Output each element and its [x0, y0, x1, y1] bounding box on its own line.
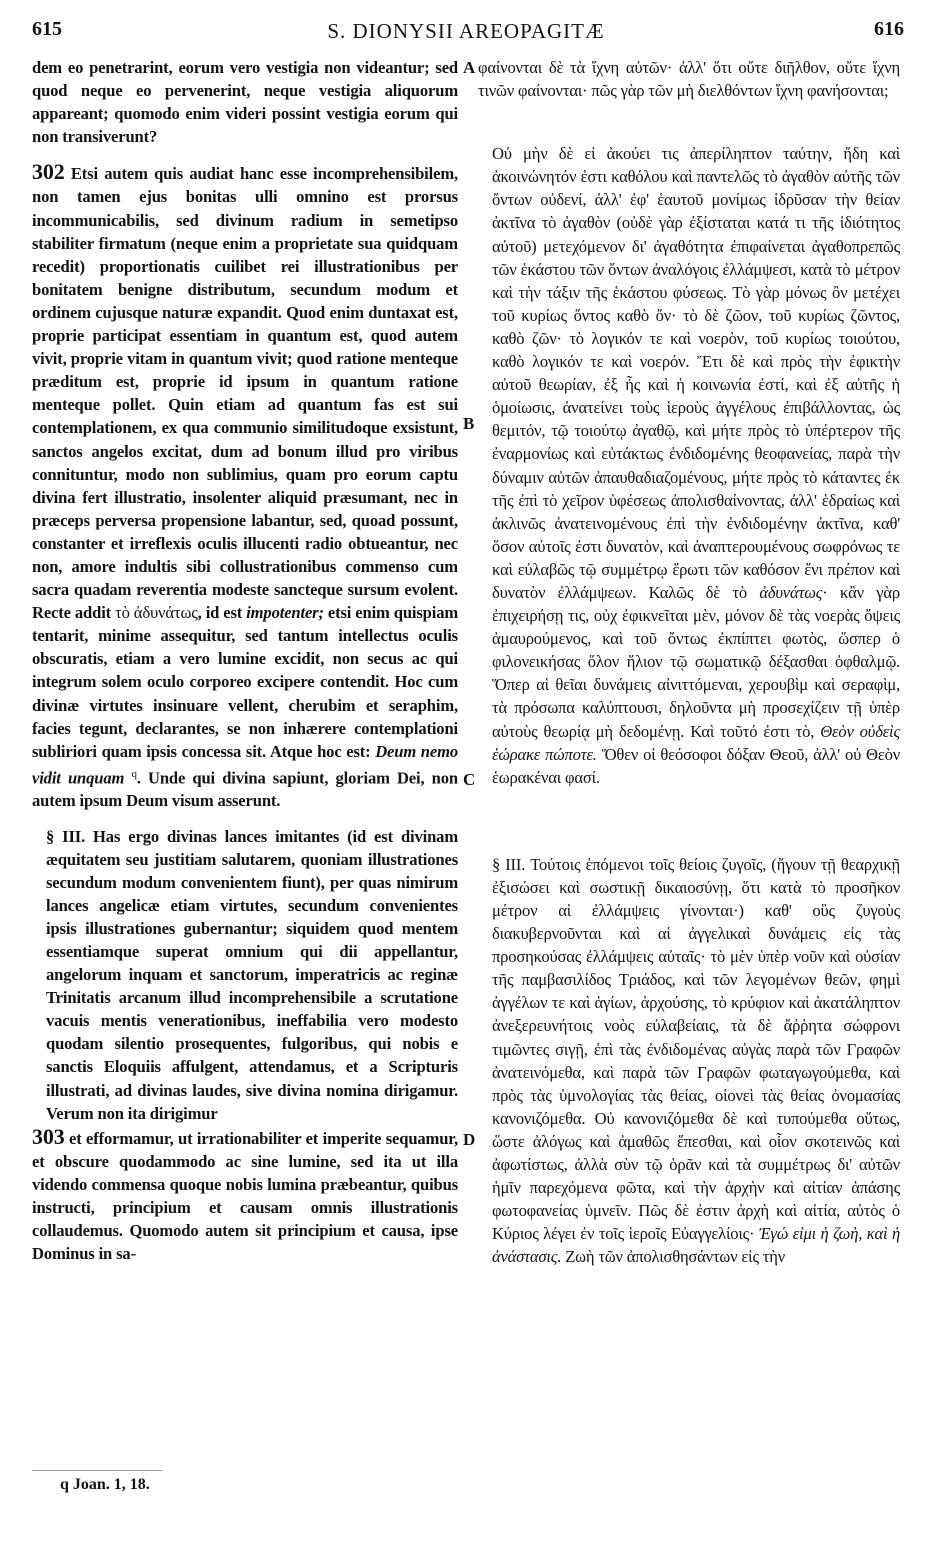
footnote-marker: q	[131, 767, 137, 780]
latin-text-2c: . Unde qui divina sapiunt, gloriam Dei, non autem ipsum Deum visum asserunt.	[32, 768, 458, 811]
latin-column	[32, 56, 458, 1265]
latin-text-2-mid: , id est	[197, 603, 243, 623]
greek-paragraph-1: φαίνονται δὲ τὰ ἴχνη αὐτῶν· ἀλλ' ὅτι οὔτε διῆλθον, οὔτε ἴχνη τινῶν φαίνονται· πῶς γὰρ τῶν μὴ διελθόντων ἴχνη φανήσονται;	[478, 58, 900, 101]
page-number-right: 616	[874, 18, 904, 40]
footnote: q Joan. 1, 18.	[60, 1476, 150, 1493]
latin-paragraph-2	[32, 160, 458, 812]
greek-italic-quote: Θεὸν οὐδεὶς ἑώρακε πώποτε.	[492, 721, 900, 764]
greek-paragraph-2	[478, 142, 900, 789]
greek-text-2a: Οὐ μὴν δὲ εἰ ἀκούει τις ἀπερίληπτον ταύτην, ἤδη καὶ ἀκοινώνητόν ἐστι καθόλου καὶ παντελῶς τὸ ἀγαθὸν αὐτῆς τῶν ὄντων οὐδενί, ἀλλ' ἐφ' ἑαυτοῦ μονίμως ἱδρῦσαν τὴν θείαν ἀκτῖνα τὸ ἀγαθὸν (οὐδὲ γὰρ ἐξίσταται κατά τι τῆς ἰδιότητος αὐτοῦ) μετεχόμενον δι' ἀγαθότητα ἐπιφαίνεται ἀγαθοπρεπῶς τῶν ἑκάστου τῶν ὄντων ἀναλόγοις ἐλλάμψεσι, κατὰ τὸ μέτρον καὶ τὴν τάξιν τῆς ἑκάστου φύσεως. Τὸ γὰρ μόνως ὂν μετέχει τοῦ κυρίως ὄντος καθὸ ὄν· τὸ δὲ ζῶον, τοῦ κυρίως ζῶντος, καθὸ ζῶν· τὸ λογικόν τε καὶ νοερὸν, τοῦ κυρίως τοιούτου, καθὸ λογικόν τε καὶ νοερόν. Ἔτι δὲ καὶ πρὸς τὴν ἐφικτὴν αὐτοῦ θεωρίαν, ἐξ ἧς καὶ ἡ κοινωνία ἐστί, καὶ ἐξ αὐτῆς ἡ ὁμοίωσις, ἀνατείνει τοὺς ἱεροὺς ἀγγέλους ἐπιβάλλοντας, ὡς θεμιτόν, τῷ τοιούτῳ ἀγαθῷ, καὶ μήτε πρὸς τὸ ὑπέρτερον τῆς ἐναρμονίως καὶ εὐτάκτως ἐνδιδομένης θεοφανείας, παρὰ τὴν δύναμιν αὐτῶν ἀπαυθαδιαζομένους, μήτε πρὸς τὸ κάταντες ἐκ τῆς ἐπὶ τὸ χεῖρον ὑφέσεως ἀπολισθαίνοντας, ἀλλ' ἑδραίως καὶ ἀκλινῶς ἀνατεινομένους ἐπὶ τὴν ἐνδιδομένην ἀκτῖνα, καθ' ὅσον αὐτοῖς ἐστι δυνατὸν, καὶ ἀναπτερουμένους σωφρόνως τε καὶ εὐλαβῶς τῷ συμμέτρῳ ἔρωτι τῶν καθόσον ἔνι πρέπον καὶ δυνατὸν ἐλλάμψεων. Καλῶς δὲ τὸ	[492, 144, 900, 602]
greek-paragraph-3	[478, 853, 900, 1269]
greek-italic-ego: Ἐγώ εἰμι ἡ ζωὴ, καὶ ἡ ἀνάστασις.	[492, 1224, 900, 1267]
greek-text-3b: Ζωὴ τῶν ἀπολισθησάντων εἰς τὴν	[565, 1247, 786, 1267]
margin-letter-c: C	[463, 770, 476, 789]
latin-text-2b: etsi enim quispiam tentarit, minime assequitur, sed tantum intellectus oculis obscuratis, etiam a vero lumine excidit, non secus ac qui integrum solem oculo corporeo excipere contendit. Hoc cum divinæ virtutes insinuare vellent, cherubim et seraphim, facies tegunt, declarantes, se non inhærere contemplationi subliriori quam ipsis concessa sit. Atque hoc est:	[32, 603, 459, 761]
section-number-302: 302	[32, 159, 65, 185]
latin-text-2a: Etsi autem quis audiat hanc esse incomprehensibilem, non tamen ejus bonitas ulli omnino est prorsus incommunicabilis, sed divinum radium in semetipso stabiliter firmatum (neque enim a proprietate sua quidquam recedit) proportionatis cuilibet rei illustrationibus per bonitatem benigne distributum, secundum modum et ordinem cujusque naturæ expandit. Quod enim duntaxat est, proprie participat essentiam in quantum est, quod autem vivit, proprie vitam in quantum vivit; quod ratione menteque præditum est, proprie id ipsum in quantum ratione menteque pollet. Quin etiam ad quantum fas est sui contemplationem, ex qua communio similitudoque exsistunt, sanctos angelos excitat, dum ad bonum illud pro viribus connituntur, modo non sublimius, quam pro eorum captu divina fert illustratio, insolenter aliquid præsumant, nec in præceps perversa propensione labantur, sed, quoad possunt, constanter et irreflexis oculis illucenti radio obtueantur, nec non, amore indultis sibi collustrationibus commenso cum sacra quadam reverentia modeste sancteque sursum evolent. Recte addit	[32, 164, 458, 623]
latin-italic-quote: Deum nemo vidit unquam	[32, 741, 458, 788]
page-header	[0, 18, 932, 48]
greek-text-2b: · κἂν γὰρ ἐπιχειρήσῃ τις, οὐχ ἐφικνεῖται μὲν, μόνον δὲ τὰς νοερὰς ὄψεις ἀμαυρούμενος, καὶ τοῦ ὄντως ἐκπίπτει φωτὸς, ὥσπερ ὁ φιλονεικήσας ὅλον ἥλιον τῷ σωματικῷ δέξασθαι ὀφθαλμῷ. Ὅπερ αἱ θεῖαι δυνάμεις αἰνιττόμεναι, χερουβὶμ καὶ σεραφὶμ, τὰ πρόσωπα καλύπτουσι, δηλοῦντα μὴ προσεχίζειν τῇ ὑπὲρ αὐτοὺς θεωρίᾳ μὴ δεδομένῃ. Καὶ τοῦτό ἐστι τὸ,	[492, 582, 901, 741]
running-title: S. DIONYSII AREOPAGITÆ	[327, 19, 605, 43]
greek-text-2c: Ὅθεν οἱ θεόσοφοι δόξαν Θεοῦ, ἀλλ' οὐ Θεὸν ἑωρακέναι φασί.	[492, 744, 900, 787]
latin-text-4: et efformamur, ut irrationabiliter et imperite sequamur, et obscure quodammodo ac sine lumine, sed ita ut illa videndo commensa quoque nobis lumina præbeantur, quibus instructi, principium et causam omnis illustrationis collaudemus. Quomodo autem sit principium et causa, ipse Dominus in sa-	[32, 1128, 459, 1264]
greek-column	[478, 56, 900, 1269]
greek-italic-adynatos: ἀδυνάτως	[759, 582, 823, 602]
latin-greek-term: τὸ ἀδυνάτως	[115, 603, 198, 623]
latin-italic-impotenter: impotenter;	[246, 603, 324, 623]
section-number-303: 303	[32, 1123, 65, 1149]
page-number-left: 615	[32, 18, 62, 40]
margin-letter-d: D	[463, 1130, 476, 1149]
margin-letter-a: A	[463, 58, 476, 77]
greek-text-3a: § III. Τούτοις ἑπόμενοι τοῖς θείοις ζυγοῖς, (ἤγουν τῇ θεαρχικῇ ἐξισώσει καὶ σωστικῇ δικαιοσύνῃ, ὅτι κατὰ τὸ προσῆκον μέτρον αἱ ἐλλάμψεις γίνονται·) καθ' οὓς ζυγοὺς διακυβερνοῦνται καὶ αἱ ἀγγελικαὶ δυνάμεις εἰς τὰς προσηκούσας ἐλλάμψεις αὐταῖς· τὸ μὲν ὑπὲρ νοῦν καὶ οὐσίαν τῆς παμβασιλίδος Τριάδος, καὶ τῶν λεγομένων θεῶν, φημὶ ἀγγέλων τε καὶ ἁγίων, ἀρχούσης, τὸ κρύφιον καὶ ἀκατάληπτον ἀνεξερευνήτοις νοὸς εὐλαβείαις, τὰ δὲ ἄῤῥητα σώφρονι τιμῶντες σιγῇ, ἐπὶ τὰς ἐνδιδομένας αὐγὰς παρὰ τῶν Γραφῶν ἀνατεινόμεθα, καὶ παρὰ τῶν Γραφῶν φωταγωγούμεθα, καὶ πρὸς τὰς ὑμνολογίας τὰς θείας, οἱονεὶ τὰς θείας ὀνομασίας κανονιζόμεθα. Οὐ κανονιζόμεθα δὲ καὶ τυπούμεθα οὕτως, ὥστε ἀλόγως καὶ ἀμαθῶς ἕπεσθαι, καὶ οἷον σκοτεινῶς καὶ ἀφωτίστως, ἀλλὰ σὺν τῷ ὁρᾶν καὶ τὰ συμμέτρως δι' αὐτῶν ἡμῖν παρεχόμενα φῶτα, καὶ τὴν ἀρχὴν καὶ αἰτίαν ἁπάσης φωτοφανείας ὑμνεῖν. Πῶς δὲ ἐστιν ἀρχὴ καὶ αἰτία, αὐτὸς ὁ Κύριος λέγει ἐν τοῖς ἱεροῖς Εὐαγγελίοις·	[492, 854, 900, 1244]
footnote-rule	[32, 1470, 162, 1471]
latin-paragraph-1: dem eo penetrarint, eorum vero vestigia non videantur; sed quod neque eo pervenerint, neque vestigia aliquorum appareant; quomodo enim videri possint vestigia eorum qui non transiverunt?	[32, 58, 458, 147]
latin-paragraph-4	[32, 1125, 458, 1266]
margin-letter-b: B	[463, 414, 475, 433]
latin-paragraph-3: § III. Has ergo divinas lances imitantes (id est divinam æquitatem seu justitiam salutarem, quoniam illustrationes secundum modum convenientem fiunt), per quas nimirum lances angelicæ etiam virtutes, secundum convenientes ipsis illustrationes gubernantur; siquidem quod mentem essentiamque superat omnium qui dii appellantur, angelorum inquam et sanctorum, imperatricis ac reginæ Trinitatis arcanum illud incomprehensibile a scrutatione vacuis mentis venerationibus, ineffabilia vero modesto quodam silentio prosequentes, fulgoribus, qui nobis e sanctis Eloquiis affulgent, attendamus, et a Scripturis illustrati, ad divinas laudes, sive divina nomina dirigamur. Verum non ita dirigimur	[46, 826, 458, 1123]
